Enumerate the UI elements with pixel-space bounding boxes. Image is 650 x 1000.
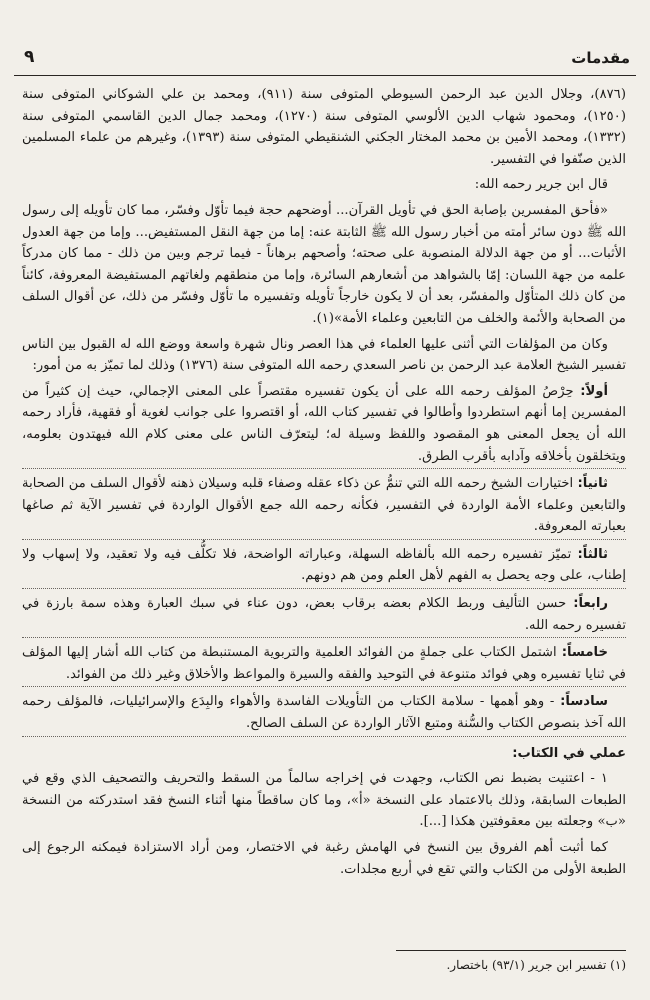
running-title: مقدمات [571, 49, 630, 67]
point-sixth-label: سادساً: [560, 694, 608, 710]
point-fourth-label: رابعاً: [573, 596, 608, 612]
paragraph-work-2: كما أثبت أهم الفروق بين النسخ في الهامش رغبة في الاختصار، ومن أراد الاستزادة فيمكنه الرجوع إلى الطبعة الأولى من الكتاب والتي تقع في أربع مجلدات. [22, 840, 626, 877]
point-first-text: حِرْصُ المؤلف رحمه الله على أن يكون تفسيره مقتصراً على المعنى الإجمالي، حيث إن كثيراً من المفسرين إما أنهم استطردوا وأطالوا في تفسير كتاب الله، أو اقتصروا على جوانب لغوية أو فقهية، فأراد رحمه الله أن يجعل المعنى هو المقصود واللفظ وسيلة له؛ ليتعرّف الناس على معنى كلام الله فيهتدون بعلومه، ويتخلقون بأخلاقه وآدابه بأقرب الطرق. [22, 383, 626, 464]
footnote: (١) تفسير ابن جرير (٩٣/١) باختصار. [446, 958, 626, 972]
point-sixth-text: - وهو أهمها - سلامة الكتاب من التأويلات الفاسدة والأهواء والبِدَع والإسرائيليات، فالمؤلف رحمه الله آخذ بنصوص الكتاب والسُّنة ومتبع الآثار الواردة عن السلف الصالح. [22, 694, 626, 732]
point-sixth [22, 691, 626, 736]
point-first-label: أولاً: [580, 383, 608, 399]
point-third [22, 544, 626, 589]
paragraph-work-1: ١ - اعتنيت بضبط نص الكتاب، وجهدت في إخراجه سالماً من السقط والتحريف والتصحيف الذي وقع في الطبعات السابقة، وذلك بالاعتماد على النسخة «أ»، وما كان ساقطاً منها أثناء النسخ فقد استدركته من النسخة «ب» وجعلته بين معقوفتين هكذا [...]. [22, 771, 626, 830]
point-fifth-label: خامساً: [561, 645, 608, 661]
point-third-text: تميّز تفسيره رحمه الله بألفاظه السهلة، وعباراته الواضحة، فلا تكلُّف فيه ولا تعقيد، ولا إسهاب ولا إطناب، على وجه يحصل به الفهم لأهل العلم ومن هم دونهم. [22, 546, 626, 584]
paragraph-quote-intro: قال ابن جرير رحمه الله: [474, 177, 608, 193]
paragraph-scholars: (٨٧٦)، وجلال الدين عبد الرحمن السيوطي المتوفى سنة (٩١١)، ومحمد بن علي الشوكاني المتوفى سنة (١٢٥٠)، ومحمود شهاب الدين الألوسي المتوفى سنة (١٢٧٠)، ومحمد جمال الدين القاسمي المتوفى سنة (١٣٣٢)، ومحمد الأمين بن محمد المختار الجكني الشنقيطي المتوفى سنة (١٣٩٣)، وغيرهم من علماء المسلمين الذين صنّفوا في التفسير. [22, 87, 626, 167]
point-second-text: اختيارات الشيخ رحمه الله التي تنمُّ عن ذكاء عقله وصفاء قلبه وسيلان ذهنه لأقوال السلف من الصحابة والتابعين وعلماء الأمة الواردة في التفسير، فكأنه رحمه الله جمع الأقوال الواردة في تفسير الآية ثم صاغها بعبارته المعروفة. [22, 476, 626, 535]
point-fourth-text: حسن التأليف وربط الكلام بعضه برقاب بعض، دون عناء في سبك العبارة وهذه سمة بارزة في تفسيره رحمه الله. [22, 596, 626, 633]
paragraph-saadi-intro: وكان من المؤلفات التي أثنى عليها العلماء في هذا العصر ونال شهرة واسعة ووضع الله له القبول بين الناس تفسير الشيخ العلامة عبد الرحمن بن ناصر السعدي رحمه الله المتوفى سنة (١٣٧٦) وذلك لما تميّز به من أمور: [22, 336, 626, 374]
paragraph-quote: «فأحق المفسرين بإصابة الحق في تأويل القرآن... أوضحهم حجة فيما تأوّل وفسّر، مما كان تأويله إلى رسول الله ﷺ دون سائر أمته من أخبار رسول الله ﷺ الثابتة عنه: إما من جهة النقل المستفيض... وإما من جهة العدول الأثبات... أو من جهة الدلالة المنصوبة على صحته؛ وأصحهم برهاناً - فيما ترجم وبين من ذلك - مما كان مدركاً علمه من جهة اللسان: إمّا بالشواهد من أشعارهم السائرة، وإما من منطقهم ولغاتهم المستفيضة المعروفة، كائناً من كان ذلك المتأوّل والمفسّر، بعد أن لا يكون خارجاً تأويله وتفسيره ما تأوّل وفسّر من ذلك، عن أقوال السلف من الصحابة والأئمة والخلف من التابعين وعلماء الأمة»(١). [22, 202, 627, 326]
point-first [22, 381, 626, 469]
point-third-label: ثالثاً: [577, 546, 608, 562]
footnote-divider [396, 950, 626, 951]
point-fifth [22, 642, 626, 687]
point-fifth-text: اشتمل الكتاب على جملةٍ من الفوائد العلمية والتربوية المستنبطة من كتاب الله أشار إليها المؤلف في ثنايا تفسيره وهي فوائد متنوعة في التوحيد والفقه والسيرة والمواعظ والأخلاق وغير ذلك من الفوائد. [22, 645, 626, 682]
point-second-label: ثانياً: [577, 476, 608, 492]
page-number: ٩ [24, 47, 35, 67]
point-fourth [22, 593, 626, 638]
page-body [22, 84, 626, 884]
point-second [22, 473, 626, 540]
section-heading-my-work: عملي في الكتاب: [512, 745, 626, 761]
page-header [14, 45, 636, 76]
